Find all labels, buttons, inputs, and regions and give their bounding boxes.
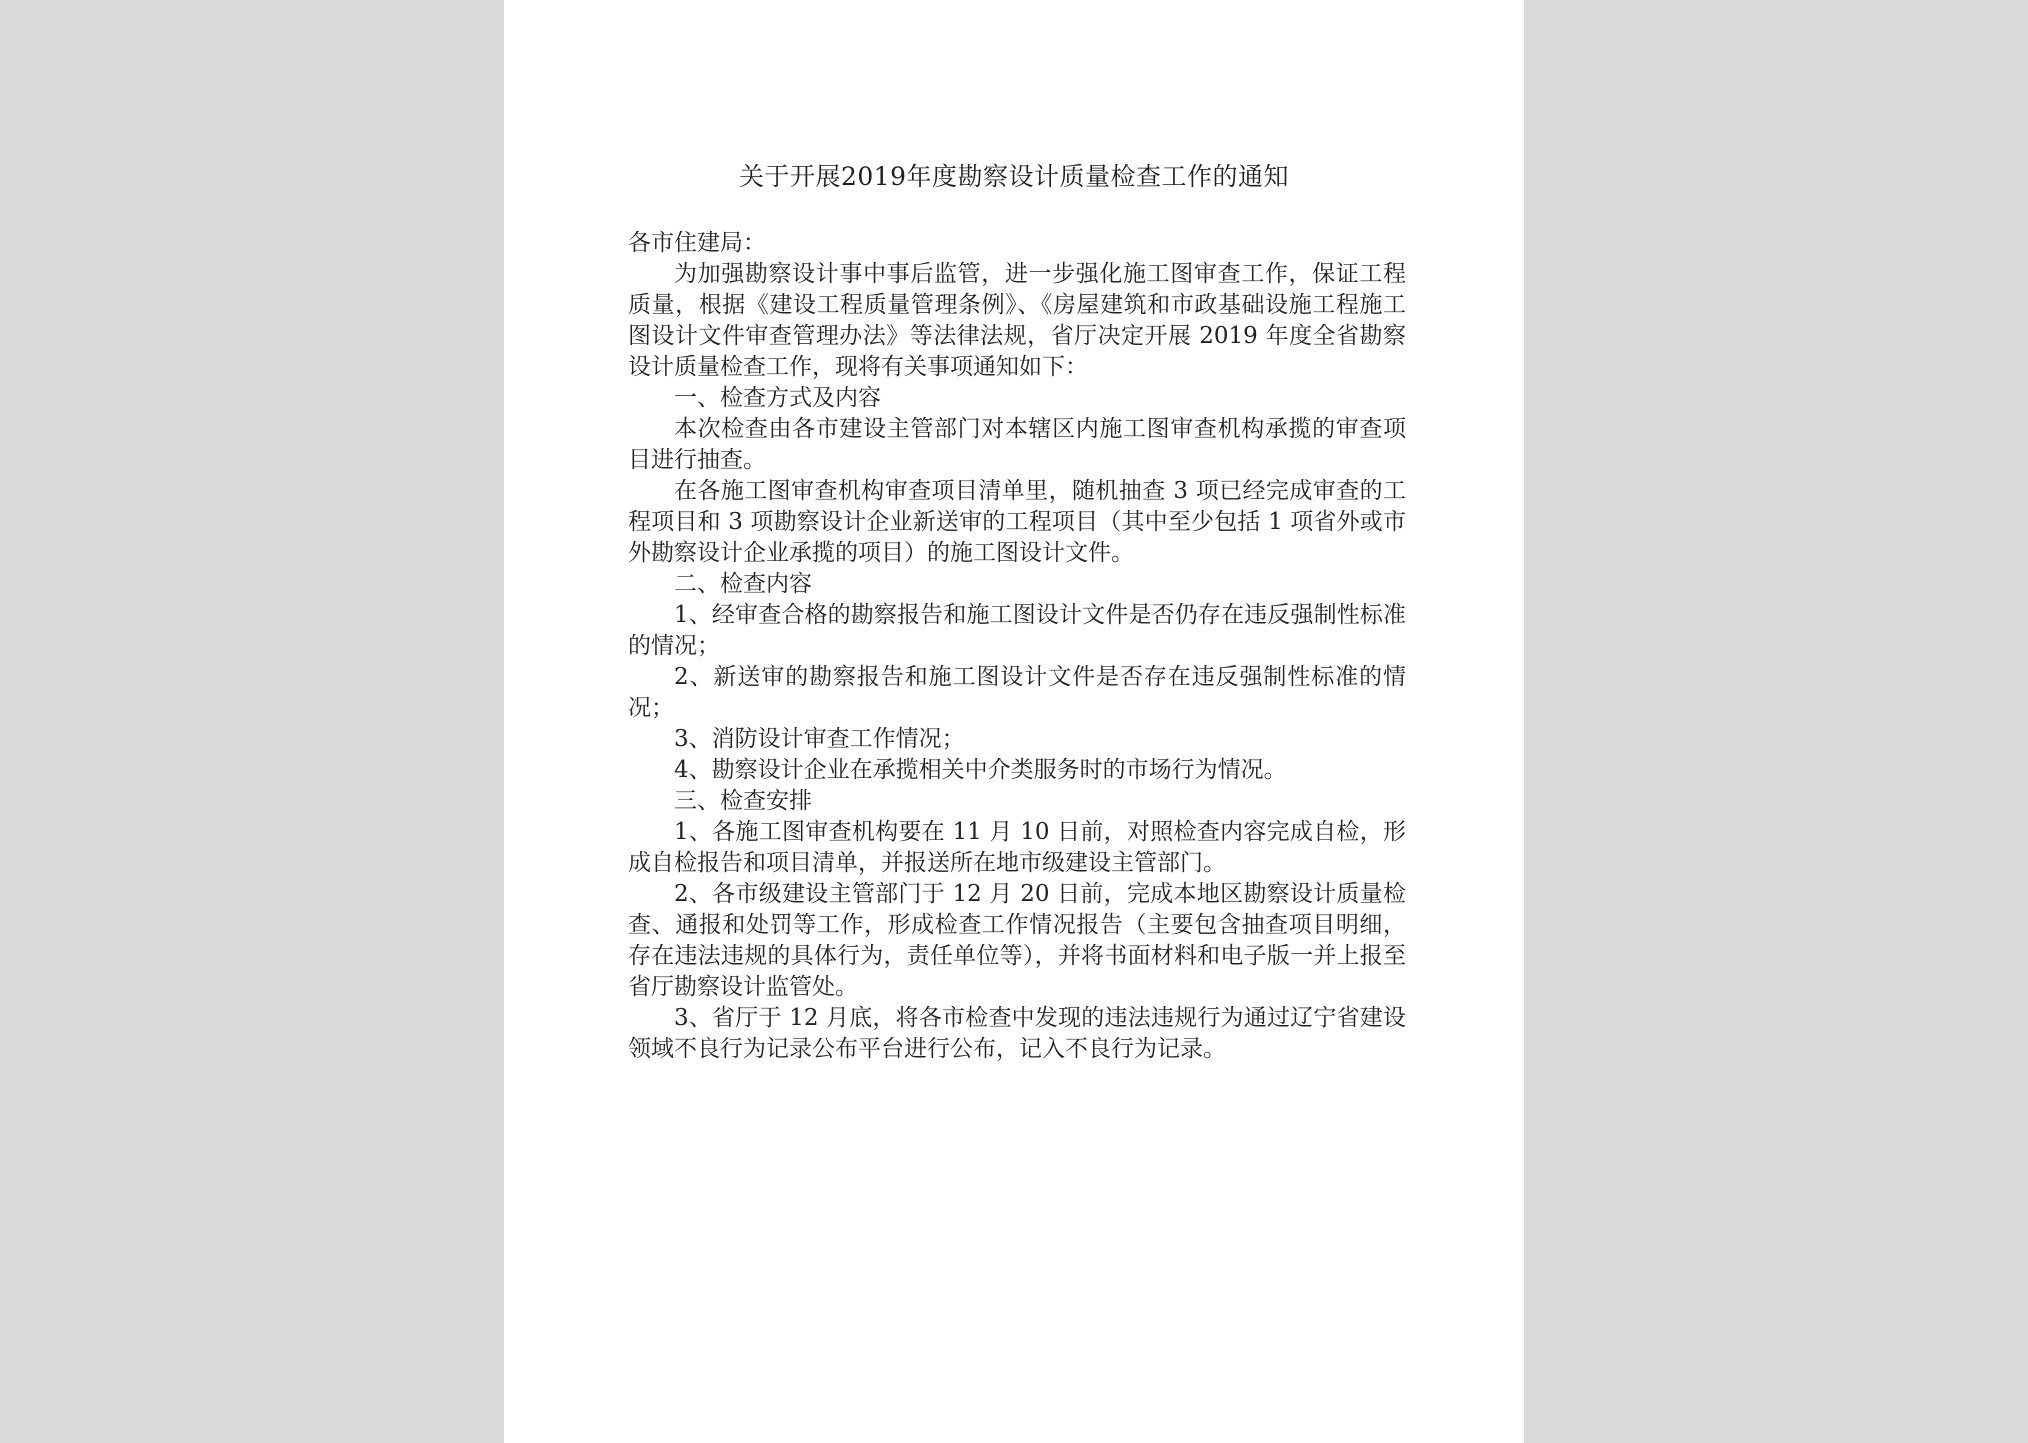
list-item: 2、新送审的勘察报告和施工图设计文件是否存在违反强制性标准的情况； (628, 664, 1406, 721)
paragraph: 本次检查由各市建设主管部门对本辖区内施工图审查机构承揽的审查项目进行抽查。 (628, 416, 1406, 473)
section-heading-1: 一、检查方式及内容 (674, 385, 881, 411)
section-heading-2: 二、检查内容 (674, 571, 812, 597)
list-item: 1、经审查合格的勘察报告和施工图设计文件是否仍存在违反强制性标准的情况； (628, 602, 1406, 659)
section-heading-3: 三、检查安排 (674, 788, 812, 814)
list-item: 1、各施工图审查机构要在 11 月 10 日前，对照检查内容完成自检，形成自检报告和项目清单，并报送所在地市级建设主管部门。 (628, 819, 1406, 876)
salutation: 各市住建局： (628, 230, 766, 256)
list-item: 3、省厅于 12 月底，将各市检查中发现的违法违规行为通过辽宁省建设领域不良行为记录公布平台进行公布，记入不良行为记录。 (628, 1005, 1406, 1062)
paragraph-intro: 为加强勘察设计事中事后监管，进一步强化施工图审查工作，保证工程质量，根据《建设工程质量管理条例》、《房屋建筑和市政基础设施工程施工图设计文件审查管理办法》等法律法规，省厅决定开展 2019 年度全省勘察设计质量检查工作，现将有关事项通知如下： (628, 261, 1406, 380)
document-body (628, 228, 1406, 1065)
list-item: 4、勘察设计企业在承揽相关中介类服务时的市场行为情况。 (674, 757, 1287, 783)
list-item: 2、各市级建设主管部门于 12 月 20 日前，完成本地区勘察设计质量检查、通报和处罚等工作，形成检查工作情况报告（主要包含抽查项目明细，存在违法违规的具体行为，责任单位等），并将书面材料和电子版一并上报至省厅勘察设计监管处。 (628, 881, 1406, 1000)
list-item: 3、消防设计审查工作情况； (674, 726, 965, 752)
document-page (504, 0, 1524, 1443)
document-title: 关于开展2019年度勘察设计质量检查工作的通知 (738, 162, 1290, 191)
paragraph: 在各施工图审查机构审查项目清单里，随机抽查 3 项已经完成审查的工程项目和 3 项勘察设计企业新送审的工程项目（其中至少包括 1 项省外或市外勘察设计企业承揽的项目）的施工图设计文件。 (628, 478, 1406, 566)
